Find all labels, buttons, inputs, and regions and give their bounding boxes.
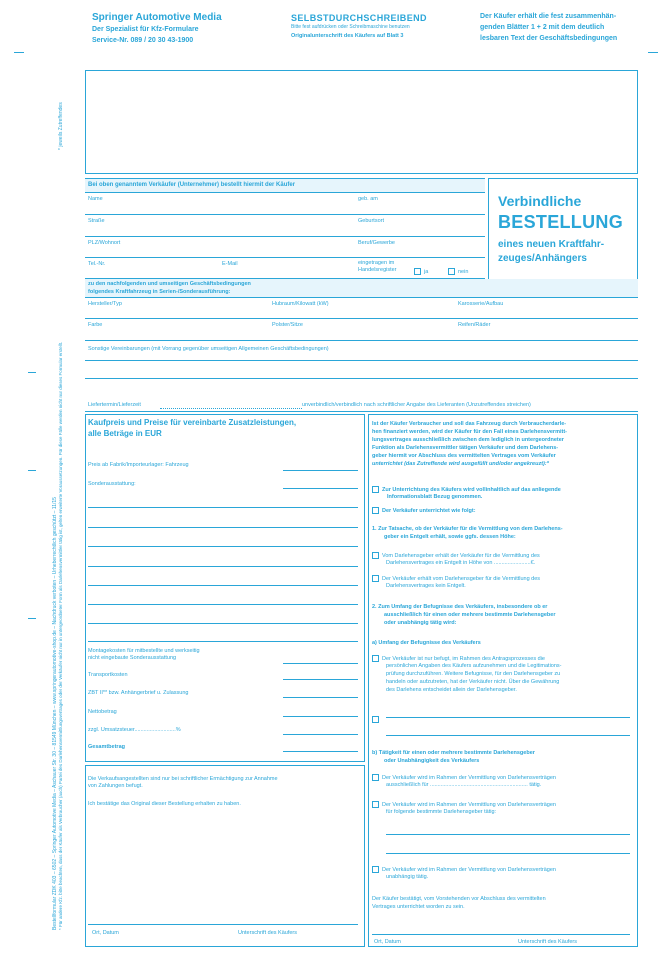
rule: [85, 378, 638, 379]
a-option-1[interactable]: [372, 655, 545, 663]
b-option-1[interactable]: [372, 774, 556, 782]
price-heading-1: Kaufpreis und Preise für vereinbarte Zusatzleistungen,: [88, 418, 297, 427]
finance-confirm-1: Der Käufer bestätigt, vom Vorstehenden vor Abschluss des vermittelten: [372, 896, 546, 902]
checkbox-b-2[interactable]: [372, 801, 379, 808]
seller-address-box[interactable]: [85, 70, 638, 174]
rule: [88, 604, 358, 605]
label-color: Farbe: [88, 322, 103, 328]
label-assembly-2: nicht eingebaute Sonderausstattung: [88, 655, 177, 661]
checkbox-yes[interactable]: [414, 268, 421, 275]
finance-intro-5: geber hiermit vor Abschluss des vermittelten Vertrages vom Verkäufer: [372, 453, 556, 459]
self-copy-title: SELBSTDURCHSCHREIBEND: [291, 13, 427, 23]
rule: [85, 236, 485, 237]
fee-option-2[interactable]: [372, 575, 540, 583]
label-birthplace: Geburtsort: [358, 218, 384, 224]
label-maker: Hersteller/Typ: [88, 301, 122, 307]
finance-confirm-2: Vertrages unterrichtet worden zu sein.: [372, 904, 465, 910]
service-number: Service-Nr. 089 / 20 30 43-1900: [92, 37, 194, 44]
checkbox-a-1[interactable]: [372, 655, 379, 662]
side-imprint: Bestellformular ZDK 403 – 6502 – Springer Automotive Media – Aschauer Str. 30 – 81549 München – www.springerautomotive-shop.de – Nachdruck verboten – Urheberrechtlich geschützt – 11/15: [52, 497, 58, 930]
rule: [386, 717, 630, 718]
rule: [85, 318, 638, 319]
price-heading-2: alle Beträge in EUR: [88, 429, 162, 438]
scope-title-3: oder unabhängig tätig wird:: [384, 620, 457, 626]
payment-note-2: von Zahlungen befugt.: [88, 783, 143, 789]
label-delivery: Liefertermin/Lieferzeit: [88, 402, 141, 408]
punch-mark-left-3: [28, 618, 36, 619]
vehicle-terms-1: zu den nachfolgenden und umseitigen Geschäftsbedingungen: [88, 281, 251, 287]
label-email: E-Mail: [222, 261, 238, 267]
checkbox-a-2[interactable]: [372, 716, 379, 723]
label-body: Karosserie/Aufbau: [458, 301, 504, 307]
vehicle-terms-2: folgendes Kraftfahrzeug in Serien-/Sonderausführung:: [88, 289, 231, 295]
buyer-note-1: Der Käufer erhält die fest zusammenhän-: [480, 13, 617, 20]
checkbox-no[interactable]: [448, 268, 455, 275]
b-opt2-1: Der Verkäufer wird im Rahmen der Vermittlung von Darlehensverträgen: [382, 801, 556, 808]
title-line-2: BESTELLUNG: [498, 212, 624, 232]
fee-opt1-1: Vom Darlehensgeber erhält der Verkäufer für die Vermittlung des: [382, 552, 540, 559]
b-title-2: oder Unabhängigkeit des Verkäufers: [384, 758, 480, 764]
checkbox-info[interactable]: [372, 486, 379, 493]
finance-intro-1: Ist der Käufer Verbraucher und soll das Fahrzeug durch Verbraucherdarle-: [372, 421, 567, 427]
company-tagline: Der Spezialist für Kfz-Formulare: [92, 26, 199, 33]
amount-line: [283, 470, 358, 471]
label-registered: eingetragen im Handelsregister: [358, 260, 397, 273]
scope-title-1: 2. Zum Umfang der Befugnisse des Verkäufers, insbesondere ob er: [372, 604, 548, 610]
label-upholstery: Polster/Sitze: [272, 322, 303, 328]
fee-option-1[interactable]: [372, 552, 540, 560]
label-no: nein: [458, 268, 469, 275]
label-profession: Beruf/Gewerbe: [358, 240, 395, 246]
b-opt1-2: ausschließlich für ................................................................ tätig.: [386, 782, 542, 788]
buyer-note-2: genden Blätter 1 + 2 mit dem deutlich: [480, 24, 605, 31]
b-option-3[interactable]: [372, 866, 556, 874]
rule: [88, 527, 358, 528]
finance-info-1: Zur Unterrichtung des Käufers wird vollinhaltlich auf das anliegende: [382, 486, 561, 493]
buyer-intro: Bei oben genanntem Verkäufer (Unternehmer) bestellt hiermit der Käufer: [88, 182, 296, 188]
label-transport: Transportkosten: [88, 672, 128, 678]
label-displacement: Hubraum/Kilowatt (kW): [272, 301, 329, 307]
rule: [85, 178, 485, 179]
fold-mark-right: [648, 52, 658, 53]
b-opt1-1: Der Verkäufer wird im Rahmen der Vermittlung von Darlehensverträgen: [382, 774, 556, 781]
label-signature-left: Unterschrift des Käufers: [238, 930, 297, 936]
label-name: Name: [88, 196, 103, 202]
label-tires: Reifen/Räder: [458, 322, 491, 328]
label-delivery-binding: unverbindlich/verbindlich nach schriftlicher Angabe des Lieferanten (Unzutreffendes streichen): [302, 402, 531, 408]
title-line-1: Verbindliche: [498, 193, 582, 209]
a-title: a) Umfang der Befugnisse des Verkäufers: [372, 640, 481, 646]
a-opt1-1: Der Verkäufer ist nur befugt, im Rahmen des Antragsprozesses die: [382, 655, 545, 662]
rule: [85, 340, 638, 341]
a-opt1-2: persönlichen Angaben des Käufers aufzunehmen und die Legitimations-: [386, 663, 562, 669]
label-total: Gesamtbetrag: [88, 744, 125, 750]
amount-line: [283, 663, 358, 664]
signature-line[interactable]: [372, 934, 630, 935]
punch-mark-left-1: [28, 372, 36, 373]
fee-opt2-1: Der Verkäufer erhält vom Darlehensgeber für die Vermittlung des: [382, 575, 541, 582]
finance-intro-4: Funktion als Darlehensvermittler tätigen Verkäufer und dem Darlehens-: [372, 445, 559, 451]
side-note-top: * jeweils Zutreffendes: [58, 102, 64, 150]
punch-mark-left-2: [28, 470, 36, 471]
b-opt3-2: unabhängig tätig.: [386, 874, 429, 880]
rule: [88, 507, 358, 508]
rule: [85, 192, 485, 193]
title-line-3: eines neuen Kraftfahr-: [498, 239, 605, 250]
self-copy-original: Originalunterschrift des Käufers auf Blatt 3: [291, 33, 404, 39]
buyer-note-3: lesbaren Text der Geschäftsbedingungen: [480, 35, 618, 42]
payment-note-1: Die Verkaufsangestellten sind nur bei schriftlicher Ermächtigung zur Annahme: [88, 776, 278, 782]
rule: [88, 585, 358, 586]
finance-info-option[interactable]: [372, 486, 561, 494]
a-opt1-3: prüfung durchzuführen. Weitere Befugnisse, für den Darlehensgeber zu: [386, 671, 561, 677]
label-other: Sonstige Vereinbarungen (mit Vorrang gegenüber umseitigen Allgemeinen Geschäftsbedingungen): [88, 346, 329, 352]
checkbox-b-3[interactable]: [372, 866, 379, 873]
b-opt3-1: Der Verkäufer wird im Rahmen der Vermittlung von Darlehensverträgen: [382, 866, 556, 873]
b-option-2[interactable]: [372, 801, 556, 809]
label-special: Sonderausstattung:: [88, 481, 136, 487]
checkbox-fee-2[interactable]: [372, 575, 379, 582]
rule: [88, 566, 358, 567]
company-name: Springer Automotive Media: [92, 12, 222, 23]
rule: [85, 360, 638, 361]
amount-line: [283, 751, 358, 752]
checkbox-b-1[interactable]: [372, 774, 379, 781]
rule: [88, 623, 358, 624]
self-copy-note: Bitte fest aufdrücken oder Schreibmaschine benutzen: [291, 24, 410, 30]
checkbox-fee-1[interactable]: [372, 552, 379, 559]
b-title-1: b) Tätigkeit für einen oder mehrere bestimmte Darlehensgeber: [372, 750, 535, 756]
confirm-receipt: Ich bestätige das Original dieser Bestellung erhalten zu haben.: [88, 801, 241, 807]
rule: [85, 214, 485, 215]
a-option-2[interactable]: [372, 711, 382, 729]
rule: [85, 297, 638, 298]
fee-title-1: 1. Zur Tatsache, ob der Verkäufer für die Vermittlung von dem Darlehens-: [372, 526, 563, 532]
finance-intro-3: lungsvertrages ausschließlich zwischen dem lediglich in untergeordneter: [372, 437, 564, 443]
finance-informed-option[interactable]: [372, 507, 476, 515]
side-footnote: * Für andere Kfz. bitte beachten, dass der Käufer als Verbraucher (auch) Partei des Darlehensvermittlungsvertrages oder der Verkäufer nicht nur in untergeordneter Form als Darlehensvermittler tätig ist, gelten erweiterte Voraussetzungen. Für diese Fälle werden nicht nur dieses Formular erstellt.: [58, 341, 63, 930]
label-yes: ja: [424, 268, 429, 275]
label-assembly-1: Montagekosten für mitbestellte und werkseitig: [88, 648, 200, 654]
scope-title-2: ausschließlich für einen oder mehrere bestimmte Darlehensgeber: [384, 612, 556, 618]
dotted-rule: [160, 408, 302, 409]
label-zbt: ZBT II** bzw. Anhängerbrief u. Zulassung: [88, 690, 189, 696]
registered-no[interactable]: [448, 268, 468, 276]
rule: [386, 853, 630, 854]
label-net: Nettobetrag: [88, 709, 117, 715]
label-place-date-right: Ort, Datum: [374, 939, 401, 945]
signature-line[interactable]: [88, 924, 358, 925]
rule: [88, 641, 358, 642]
finance-intro-6: unterrichtet (das Zutreffende wird ausgefüllt und/oder angekreuzt):*: [372, 461, 549, 467]
rule: [386, 735, 630, 736]
fee-opt2-2: Darlehensvertrages kein Entgelt.: [386, 583, 466, 589]
rule: [88, 546, 358, 547]
title-line-4: zeuges/Anhängers: [498, 253, 587, 264]
amount-line: [283, 716, 358, 717]
confirm-box: [85, 765, 365, 947]
finance-info-2: Informationsblatt Bezug genommen.: [387, 494, 483, 500]
a-opt1-4: handeln oder aufzutreten, hat der Verkäufer nicht. Über die Gewährung: [386, 679, 560, 685]
label-zip-city: PLZ/Wohnort: [88, 240, 121, 246]
amount-line: [283, 679, 358, 680]
checkbox-informed[interactable]: [372, 507, 379, 514]
label-vat: zzgl. Umsatzsteuer...........................%: [88, 727, 181, 733]
rule: [85, 411, 638, 412]
label-list-price: Preis ab Fabrik/Importeurlager: Fahrzeug: [88, 462, 189, 468]
label-phone: Tel.-Nr.: [88, 261, 106, 267]
a-opt1-5: des Darlehens entscheidet allein der Darlehensgeber.: [386, 687, 517, 693]
label-born: geb. am: [358, 196, 378, 202]
label-signature-right: Unterschrift des Käufers: [518, 939, 577, 945]
rule: [85, 257, 485, 258]
b-opt2-2: für folgende bestimmte Darlehensgeber tätig:: [386, 809, 497, 815]
amount-line: [283, 488, 358, 489]
fee-opt1-2: Darlehensvertrages ein Entgelt in Höhe von ........................€.: [386, 560, 536, 566]
fold-mark-left: [14, 52, 24, 53]
rule: [386, 834, 630, 835]
registered-yes[interactable]: [414, 268, 428, 276]
finance-informed: Der Verkäufer unterrichtet wie folgt:: [382, 507, 476, 514]
amount-line: [283, 697, 358, 698]
fee-title-2: geber ein Entgelt erhält, sowie ggfs. dessen Höhe:: [384, 534, 516, 540]
amount-line: [283, 734, 358, 735]
finance-intro-2: hen finanziert werden, wird der Käufer für den Fall eines Darlehensvermitt-: [372, 429, 567, 435]
label-place-date-left: Ort, Datum: [92, 930, 119, 936]
label-street: Straße: [88, 218, 105, 224]
